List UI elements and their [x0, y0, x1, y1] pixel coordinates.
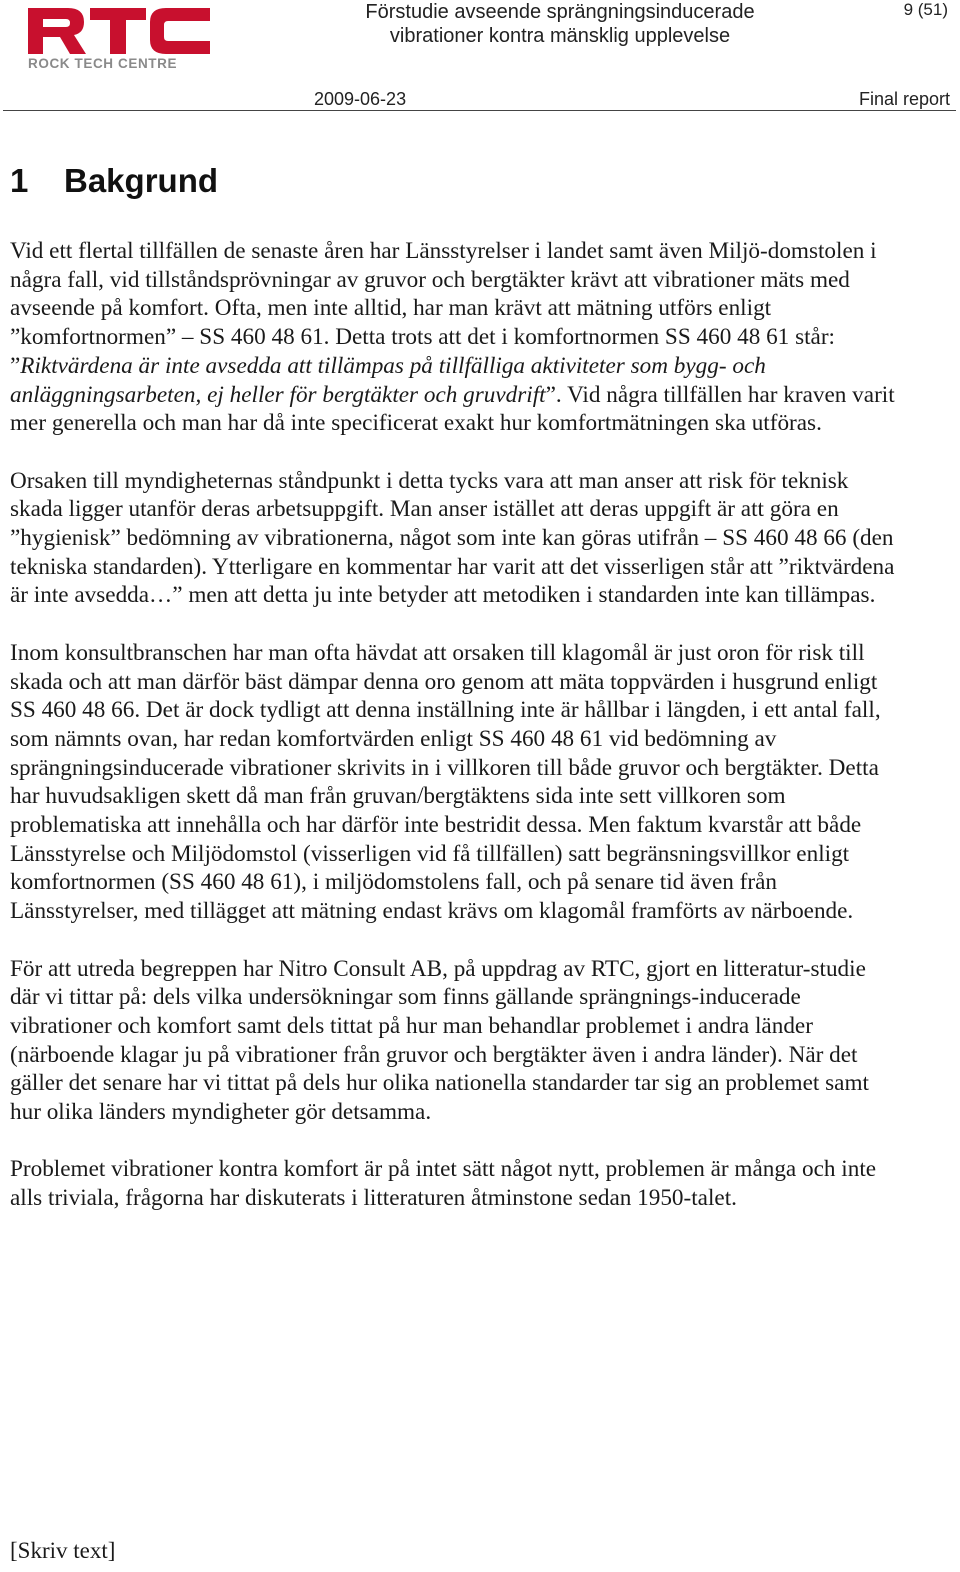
- paragraph-1-text-end: ”. Vid några tillfällen har kraven varit mer generella och man har då inte specificerat exakt hur komfortmätningen ska utföras.: [10, 381, 895, 437]
- footer-placeholder[interactable]: [Skriv text]: [10, 1538, 116, 1563]
- rtc-logo-mark: [28, 6, 214, 56]
- section-number: 1: [10, 162, 29, 199]
- document-title-line1: Förstudie avseende sprängningsinducerade: [365, 1, 755, 23]
- document-status: Final report: [858, 89, 950, 109]
- body-text: [10, 237, 900, 1242]
- rtc-logo: [28, 6, 214, 72]
- paragraph-1-quote: Riktvärdena är inte avsedda att tillämpas på tillfälliga aktiviteter som bygg- och anläggningsarbeten, ej heller för bergtäkter och gruvdrift: [10, 352, 766, 408]
- document-title-line2: vibrationer kontra mänsklig upplevelse: [389, 25, 731, 47]
- header-divider: [3, 110, 956, 111]
- document-date: 2009-06-23: [314, 89, 407, 109]
- paragraph-1: [10, 237, 900, 438]
- page-header: [0, 0, 960, 112]
- paragraph-2: Orsaken till myndigheternas ståndpunkt i detta tycks vara att man anser att risk för teknisk skada ligger utanför deras arbetsuppgift. Man anser istället att deras uppgift är att göra en ”hygienisk” bedömning av vibrationerna, något som inte kan göras utifrån – SS 460 48 66 (den tekniska standarden). Ytterligare en kommentar har varit att det visserligen står att ”riktvärdena är inte avsedda…” men att detta ju inte betyder att metodiken i standarden inte kan tillämpas.: [10, 467, 895, 609]
- section-title: Bakgrund: [64, 162, 219, 199]
- paragraph-4: För att utreda begreppen har Nitro Consult AB, på uppdrag av RTC, gjort en litteratur-studie där vi tittar på: dels vilka undersökningar som finns gällande sprängnings-inducerade vibrationer och komfort samt dels tittat på hur man behandlar problemet i andra länder (närboende klagar ju på vibrationer från gruvor och bergtäkter även i andra länder). När det gäller det senare har vi tittat på dels hur olika nationella standarder tar sig an problemet samt hur olika länders myndigheter gör detsamma.: [10, 955, 869, 1126]
- document-title: [330, 0, 790, 48]
- section-heading: [10, 162, 218, 200]
- paragraph-3: Inom konsultbranschen har man ofta hävdat att orsaken till klagomål är just oron för risk till skada och att man därför bäst dämpar denna oro genom att mäta toppvärden i husgrund enligt SS 460 48 66. Det är dock tydligt att denna inställning inte är hållbar i längden, i ett antal fall, som nämnts ovan, har redan komfortvärden enligt SS 460 48 61 vid bedömning av sprängningsinducerade vibrationer skrivits in i villkoren till både gruvor och bergtäkter. Detta har huvudsakligen skett då man från gruvan/bergtäktens sida inte sett villkoren som problematiska att innehålla och har därför inte bestridit dessa. Men faktum kvarstår att både Länsstyrelse och Miljödomstol (visserligen vid få tillfällen) satt begränsningsvillkor enligt komfortnormen (SS 460 48 61), i miljödomstolens fall, och på senare tid även från Länsstyrelser, med tillägget att mätning endast krävs om klagomål framförts av närboende.: [10, 639, 881, 925]
- page-number: 9 (51): [903, 0, 948, 19]
- paragraph-1-text: Vid ett flertal tillfällen de senaste åren har Länsstyrelser i landet samt även Miljö-domstolen i några fall, vid tillståndsprövningar av gruvor och bergtäkter krävt att vibrationer mäts med avseende på komfort. Ofta, men inte alltid, har man krävt att mätning utförs enligt ”komfortnormen” – SS 460 48 61. Detta trots att det i komfortnormen SS 460 48 61 står: ”: [10, 238, 877, 379]
- logo-subtitle: ROCK TECH CENTRE: [28, 56, 178, 71]
- paragraph-5: Problemet vibrationer kontra komfort är på intet sätt något nytt, problemen är många och inte alls triviala, frågorna har diskuterats i litteraturen åtminstone sedan 1950-talet.: [10, 1156, 877, 1212]
